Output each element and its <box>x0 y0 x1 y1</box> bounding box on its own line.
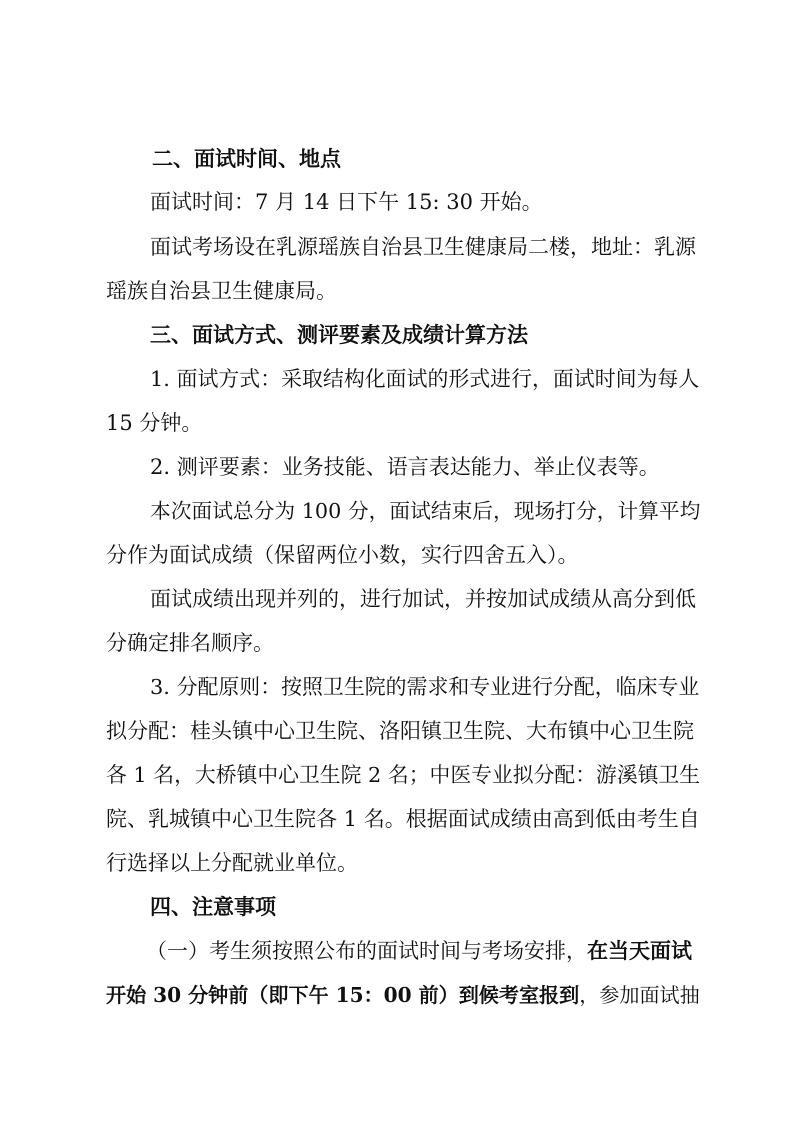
paragraph-line <box>106 540 579 570</box>
line-text: 瑶族自治县卫生健康局。 <box>106 279 337 303</box>
paragraph-line <box>150 452 660 482</box>
line-text: 三、面试方式、测评要素及成绩计算方法 <box>150 323 528 347</box>
line-text: 面试考场设在乳源瑶族自治县卫生健康局二楼，地址：乳源 <box>150 235 696 259</box>
line-text: 二、面试时间、地点 <box>152 147 341 171</box>
paragraph-line <box>150 584 696 614</box>
paragraph-line <box>106 716 694 746</box>
line-text: 四、注意事项 <box>150 895 276 919</box>
paragraph-line <box>150 232 696 262</box>
paragraph-line <box>106 848 358 878</box>
paragraph-line <box>146 936 692 966</box>
paragraph-line <box>150 496 700 526</box>
paragraph-line <box>106 276 337 306</box>
emphasis-text: 开始 30 分钟前（即下午 15：00 前）到候考室报到 <box>106 983 580 1007</box>
line-text: 行选择以上分配就业单位。 <box>106 851 358 875</box>
line-text: ，参加面试抽 <box>579 983 700 1007</box>
line-text: 分作为面试成绩（保留两位小数，实行四舍五入）。 <box>106 543 579 567</box>
paragraph-line <box>106 628 274 658</box>
line-text: 2. 测评要素：业务技能、语言表达能力、举止仪表等。 <box>150 455 660 479</box>
line-text: 院、乳城镇中心卫生院各 1 名。根据面试成绩由高到低由考生自 <box>106 807 700 831</box>
paragraph-line <box>106 760 700 790</box>
section-heading-2 <box>152 144 341 174</box>
line-text: 3. 分配原则：按照卫生院的需求和专业进行分配，临床专业 <box>150 675 700 699</box>
line-text: 15 分钟。 <box>106 411 203 435</box>
line-text: 本次面试总分为 100 分，面试结束后，现场打分，计算平均 <box>150 499 701 523</box>
line-text: 各 1 名，大桥镇中心卫生院 2 名；中医专业拟分配：游溪镇卫生 <box>106 763 701 787</box>
line-text: 分确定排名顺序。 <box>106 631 274 655</box>
line-text: 面试成绩出现并列的，进行加试，并按加试成绩从高分到低 <box>150 587 696 611</box>
paragraph-line <box>106 980 700 1010</box>
line-text: 拟分配：桂头镇中心卫生院、洛阳镇卫生院、大布镇中心卫生院 <box>106 719 694 743</box>
paragraph-line <box>150 364 699 394</box>
section-heading-3 <box>150 320 528 350</box>
line-text: 1. 面试方式：采取结构化面试的形式进行，面试时间为每人 <box>150 367 700 391</box>
line-text: 面试时间：7 月 14 日下午 15: 30 开始。 <box>150 190 543 214</box>
paragraph-line <box>106 804 700 834</box>
line-text: （一）考生须按照公布的面试时间与考场安排， <box>146 939 587 963</box>
paragraph-line <box>150 187 543 217</box>
section-heading-4 <box>150 892 276 922</box>
paragraph-line <box>150 672 699 702</box>
emphasis-text: 在当天面试 <box>587 938 692 963</box>
paragraph-line <box>106 408 202 438</box>
